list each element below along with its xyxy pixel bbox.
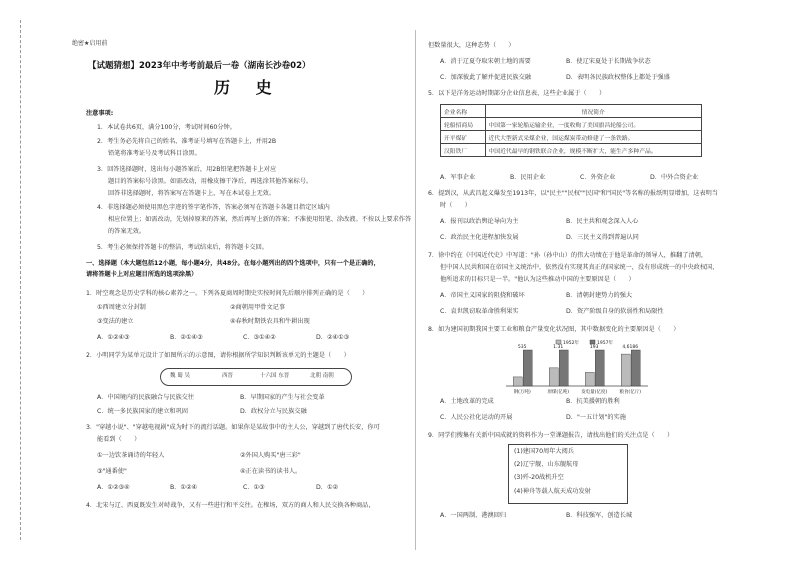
q8-option-c[interactable]: C．人民公社化运动的开展 [440, 414, 513, 421]
exam-title: 【试题猜想】2023年中考考前最后一卷（湖南长沙卷02） [88, 61, 311, 71]
q3-option-c[interactable]: C．①③ [243, 484, 265, 491]
q7-option-b[interactable]: B．清朝封建势力的强大 [566, 292, 633, 299]
q7-option-c[interactable]: C．袁世凯窃取革命胜利果实 [440, 308, 519, 315]
notice-line-5: 5．考生必须保持答题卡的整洁，考试结束后，将答题卡交回。 [97, 244, 268, 251]
q3-item-1: ①一边饮茶诵诗的年轻人 [97, 452, 165, 459]
table-cell: 近代大型新式采煤企业，国运煤炭带动修建了一条铁路。 [485, 131, 702, 144]
column-divider [415, 30, 416, 550]
chart-bar [595, 350, 604, 386]
q8-option-a[interactable]: A．土地改革的完成 [440, 398, 494, 405]
q4-option-a[interactable]: A．消于辽夏夺取宋朝土地的需要 [440, 58, 531, 65]
q6-option-b[interactable]: B．民主共和观念深入人心 [566, 218, 639, 225]
table-row [441, 118, 702, 131]
q1-option-d[interactable]: D．②④①③ [316, 334, 350, 341]
secret-label: 绝密★启用前 [72, 40, 108, 47]
q1-option-b[interactable]: B．②①④③ [170, 334, 203, 341]
chart-bar [549, 368, 558, 386]
chart-data-label: 193 [589, 345, 599, 350]
chart-data-label: 1.31 [553, 345, 564, 350]
notice-line-3b: 题目的答案标号涂黑。如需改动，用橡皮擦干净后，再选涂其他答案标号。 [108, 178, 313, 185]
chart-legend-label: 1957年 [597, 341, 613, 346]
chart-category-label: 钢(万吨) [513, 390, 531, 395]
q4-stem: 4．北宋与辽、西夏既发生对峙战争，又有一些进行和平交往。在榷场，双方的商人和人民交换各种商品， [86, 502, 375, 509]
q7-option-a[interactable]: A．帝国主义国家的阻挠和破坏 [440, 292, 525, 299]
q9-item-4: (4)神舟等载人航天成功发射 [514, 488, 591, 495]
q8-option-b[interactable]: B．抗美援朝的胜利 [566, 398, 620, 405]
table-cell: 汉阳铁厂 [441, 144, 486, 157]
q3-option-b[interactable]: B．①②④ [170, 484, 198, 491]
binding-margin [0, 0, 40, 562]
table-cell: 轮船招商局 [441, 118, 486, 131]
q3-item-3: ③"通番使" [97, 468, 127, 475]
notice-line-1: 1．本试卷共6页，满分100分，考试时间60分钟。 [97, 124, 236, 131]
chart-bar [621, 354, 630, 386]
enterprise-table [440, 104, 702, 157]
q1-item-1: ①西周建立分封制 [97, 304, 146, 311]
section1-heading: 一、选择题（本大题包括12小题，每小题4分，共48分。在每小题列出的四个选项中，只有一个是正确的， [86, 260, 380, 267]
q6-option-a[interactable]: A．报刊以政治舆论导向为主 [440, 218, 519, 225]
notice-heading: 注意事项: [86, 110, 114, 117]
chart-bar [523, 350, 532, 386]
table-header-cell: 企业名称 [441, 105, 486, 118]
diagram-node-2: 西晋 [222, 373, 234, 379]
dynasty-diagram [160, 366, 350, 388]
q3-stem-2: 能看到（ ） [97, 436, 141, 443]
q8-option-d[interactable]: D．"一五计划"的实施 [566, 414, 626, 421]
q2-stem: 2．小明同学为某单元设计了如图所示的示意图，请你根据所学知识判断该单元的主题是（ ） [86, 352, 350, 359]
q5-option-c[interactable]: C．外资企业 [580, 174, 616, 181]
q3-stem: 3．"穿越小说"、"穿越电视剧"成为时下的流行话题。如果你是某故事中的主人公，穿越到了唐代长安，你可 [86, 424, 380, 431]
q4-option-c[interactable]: C．加深彼此了解并促进民族交融 [440, 74, 531, 81]
table-row [441, 131, 702, 144]
chart-category-label: 原煤(亿吨) [547, 390, 569, 395]
production-chart [500, 338, 650, 398]
chart-bar [631, 350, 640, 386]
q3-item-2: ②外国人购买"唐三彩" [240, 452, 301, 459]
notice-line-4c: 的答案无效。 [108, 228, 146, 235]
q9-item-3: (3)歼-20战机升空 [514, 474, 564, 481]
q1-option-c[interactable]: C．③①④② [243, 334, 276, 341]
q4-option-d[interactable]: D．表明各民族政权整体上都处于强盛 [566, 74, 670, 81]
chart-bar [559, 350, 568, 386]
q5-option-d[interactable]: D．中外合资企业 [650, 174, 699, 181]
q1-item-4: ④春秋时期铁农具和牛耕出现 [230, 318, 310, 325]
q5-stem: 5．以下是洋务运动时期部分企业信息表，这些企业属于（ ） [428, 90, 606, 97]
q1-option-a[interactable]: A．①②④③ [97, 334, 130, 341]
table-header-row [441, 105, 702, 118]
notice-line-3a: 3．回答选择题时，选出每小题答案后，用2B铅笔把答题卡上对应 [97, 166, 277, 173]
q2-option-c[interactable]: C．统一多民族国家的建立和巩固 [97, 408, 188, 415]
table-row [441, 144, 702, 157]
q1-stem: 1．时空观念是历史学科的核心素养之一。下列各夏商周时期史实按时间先后顺序排列正确的是（ ） [86, 290, 369, 297]
q2-option-d[interactable]: D．政权分立与民族交融 [240, 408, 307, 415]
q3-option-d[interactable]: D．①② [316, 484, 339, 491]
q9-option-b[interactable]: B．科技强军、创造长城 [566, 512, 633, 519]
section1-heading-2: 请将答题卡上对应题目所选的选项涂黑） [86, 271, 198, 278]
chart-data-label: 535 [517, 345, 527, 350]
q2-option-a[interactable]: A．中国境内的民族融合与民族交往 [97, 394, 195, 401]
q6-option-c[interactable]: C．政治民主化进程加快发展 [440, 234, 519, 241]
q7-stem-3: 他所追求的目标只是一半。"他认为这些推动中国的主要原因是（ ） [440, 276, 635, 283]
table-header-cell: 情况简介 [485, 105, 702, 118]
chart-legend-swatch [556, 340, 561, 344]
table-cell: 开平煤矿 [441, 131, 486, 144]
q9-stem: 9．同学们搜集有关新中国成就的资料作为一堂课题报告，请找出他们的关注点是（ ） [428, 432, 674, 439]
diagram-node-4: 北朝 南朝 [310, 373, 334, 379]
notice-line-2b: 铅笔将准考证号及考试科目涂黑。 [108, 150, 201, 157]
q4-option-b[interactable]: B．使辽宋夏处于长期战争状态 [566, 58, 651, 65]
q1-item-2: ②商朝用甲骨文记事 [230, 304, 286, 311]
q5-option-b[interactable]: B．民用企业 [510, 174, 546, 181]
q2-option-b[interactable]: B．早期国家的产生与社会变革 [240, 394, 325, 401]
q7-option-d[interactable]: D．资产阶级自身的软弱性和局限性 [566, 308, 664, 315]
q8-stem: 8．如为建国初期我国主要工业和粮食产量变化状况图，其中数据变化的主要原因是（ ） [428, 326, 680, 333]
q1-item-3: ③变法的建立 [97, 318, 134, 325]
table-cell: 中国第一家轮船运输企业，一度收购了美国旗昌轮船公司。 [485, 118, 702, 131]
chart-category-label: 粮食(亿斤) [619, 390, 641, 395]
q6-stem: 6．提到汉，从武昌起义爆发至1913年，以"民主""民权""民国"和"国民"等名称的报纸明显增加，这表明当 [428, 190, 718, 197]
q6-option-d[interactable]: D．三民主义得到普遍认同 [566, 234, 639, 241]
chart-bar [513, 377, 522, 386]
chart-bar [585, 372, 594, 386]
q5-option-a[interactable]: A．军事企业 [440, 174, 476, 181]
chart-legend-label: 1952年 [563, 341, 579, 346]
chart-legend-swatch [590, 340, 595, 344]
q7-stem: 7．徐中约在《中国近代史》中写道："孙（孙中山）的伟大功绩在于他是革命的领导人，推翻了清朝， [428, 252, 708, 259]
q4-stem-2: 但数量很大，这种态势（ ） [428, 42, 515, 49]
notice-line-4b: 相应位置上；如需改动，先划掉原来的答案，然后再写上新的答案；不准使用铅笔、涂改液。不按以上要求作答 [108, 216, 412, 223]
chart-category-label: 发电量(亿度) [581, 390, 608, 395]
q9-option-a[interactable]: A．一国两制、港澳回归 [440, 512, 507, 519]
diagram-node-3: 十六国 东晋 [260, 373, 290, 379]
q3-option-a[interactable]: A．①②③④ [97, 484, 130, 491]
table-cell: 中国近代最早的钢铁联合企业，规模不断扩大，能生产多种产品。 [485, 144, 702, 157]
q6-stem-2: 时（ ） [440, 202, 471, 209]
subject-title: 历 史 [214, 78, 282, 97]
notice-line-4a: 4．非选择题必须使用黑色字迹的签字笔作答，答案必须写在答题卡各题目指定区域内 [97, 204, 330, 211]
q9-item-2: (2)辽宁舰、山东舰航母 [514, 461, 579, 468]
q9-item-1: (1)建国70周年大阅兵 [514, 448, 574, 455]
notice-line-3c: 回答非选择题时，将答案写在答题卡上，写在本试卷上无效。 [108, 190, 276, 197]
diagram-node-1: 魏 蜀 吴 [170, 373, 190, 379]
q7-stem-2: 但中国人民共和国在帝国主义统治中，依然没有实现其真正的国家统一，没有形成统一的中央政权国， [440, 264, 719, 271]
binding-line [20, 20, 21, 540]
q3-item-4: ④正在读书的读书人。 [240, 468, 302, 475]
chart-data-label: 4,6186 [622, 345, 639, 350]
notice-line-2a: 2．考生务必先将自己的姓名、准考证号填写在答题卡上，并用2B [97, 138, 277, 145]
